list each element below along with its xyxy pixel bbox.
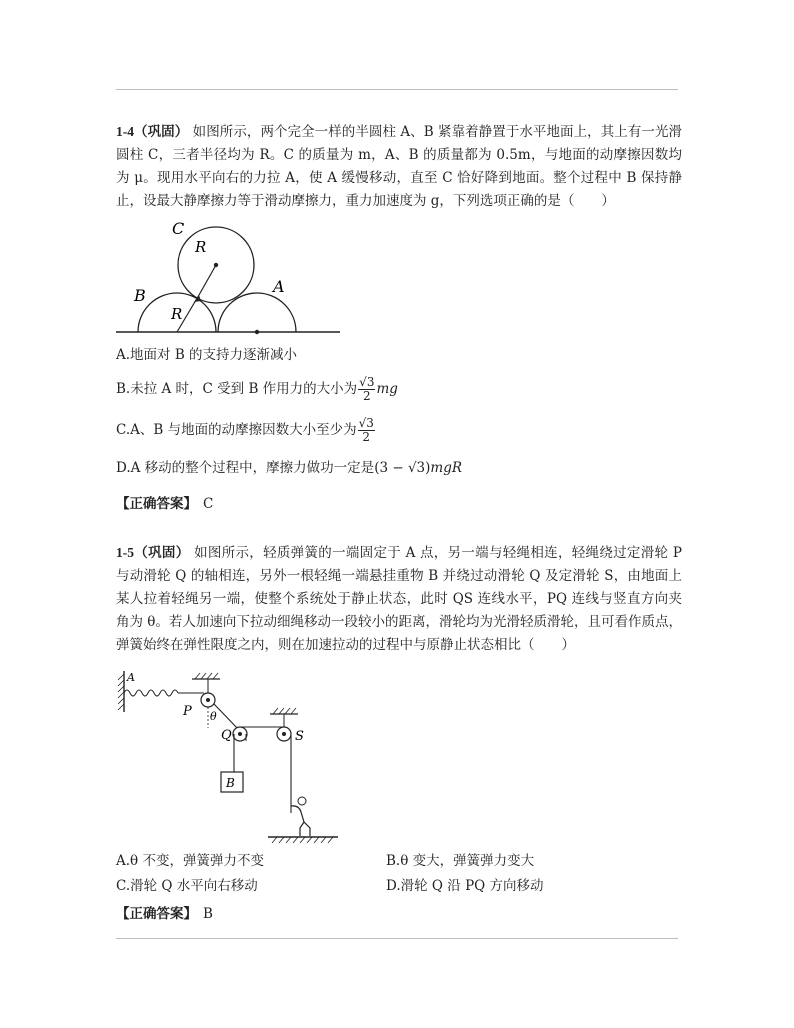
label-a: A (127, 671, 135, 684)
option-b: B.未拉 A 时，C 受到 B 作用力的大小为 $\frac{√3}{2}$ mg (116, 375, 398, 403)
question-1-4 (116, 120, 682, 213)
fraction: $\frac{√3}{2}$ (359, 375, 375, 403)
option-d: D.A 移动的整个过程中，摩擦力做功一定是(3 − √3)mgR (116, 460, 463, 476)
answer-1-5: 【正确答案】 B (116, 906, 213, 922)
label-s: S (295, 729, 304, 744)
option-b: B.θ 变大，弹簧弹力变大 (386, 853, 535, 869)
option-c: C.A、B 与地面的动摩擦因数大小至少为 $\frac{√3}{2}$ (116, 416, 374, 444)
question-number: 1-4 (116, 124, 134, 139)
question-tag: （巩固） (134, 545, 190, 561)
label-c: C (172, 219, 185, 238)
label-b: B (226, 776, 235, 790)
option-a: A.地面对 B 的支持力逐渐减小 (116, 347, 298, 363)
label-theta: θ (210, 710, 217, 723)
label-r-upper: R (195, 238, 207, 256)
cylinders-figure (110, 215, 350, 340)
answer-1-4: 【正确答案】 C (116, 496, 214, 512)
question-1-5 (116, 541, 682, 657)
label-b: B (134, 286, 146, 305)
option-c: C.滑轮 Q 水平向右移动 (116, 878, 258, 894)
fraction: $\frac{√3}{2}$ (358, 416, 374, 444)
label-r-lower: R (171, 305, 183, 323)
question-text: 如图所示，轻质弹簧的一端固定于 A 点，另一端与轻绳相连，轻绳绕过定滑轮 P 与动滑轮 Q 的轴相连，另外一根轻绳一端悬挂重物 B 并绕过动滑轮 Q 及定滑轮 S，由地面上某人拉着轻绳另一端，使整个系统处于静止状态，此时 QS 连线水平，PQ 连线与竖直方向夹角为 θ。若人加速向下拉动细绳移动一段较小的距离，滑轮均为光滑轻质滑轮，且可看作质点，弹簧始终在弹性限度之内，则在加速拉动的过程中与原静止状态相比（ ） (116, 545, 683, 653)
option-a: A.θ 不变，弹簧弹力不变 (116, 853, 264, 869)
top-divider (116, 89, 678, 90)
label-a: A (273, 277, 285, 296)
option-d: D.滑轮 Q 沿 PQ 方向移动 (386, 878, 544, 894)
bottom-divider (116, 938, 678, 939)
label-p: P (183, 704, 192, 719)
question-text: 如图所示，两个完全一样的半圆柱 A、B 紧靠着静置于水平地面上，其上有一光滑圆柱 C，三者半径均为 R。C 的质量为 m，A、B 的质量都为 0.5m，与地面的动摩擦因数均为 μ。现用水平向右的力拉 A，使 A 缓慢移动，直至 C 恰好降到地面。整个过程中 B 保持静止，设最大静摩擦力等于滑动摩擦力，重力加速度为 g，下列选项正确的是（ ） (116, 124, 682, 209)
pulley-figure (110, 668, 350, 848)
label-q: Q (221, 728, 232, 743)
question-number: 1-5 (116, 545, 134, 560)
question-tag: （巩固） (134, 124, 189, 140)
